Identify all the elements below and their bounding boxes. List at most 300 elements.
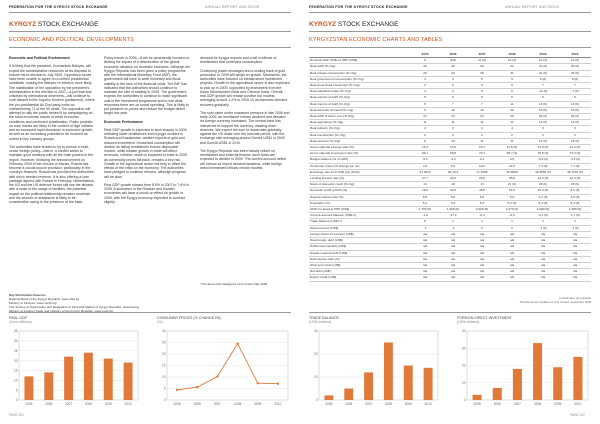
table-cell: n/a [411, 275, 439, 281]
x-tick-label: 2010 [424, 402, 432, 406]
table-cell: 79,1 [467, 151, 497, 157]
data-point [176, 389, 178, 391]
y-tick-label: 30 [461, 346, 466, 351]
header-rule [9, 12, 291, 13]
table-cell: -17,9 [439, 213, 467, 219]
table-cell: 6 [497, 83, 527, 89]
y-tick-label: 15 [161, 363, 166, 368]
table-cell: n/a [439, 238, 467, 244]
table-cell: -6,6 (6) [527, 157, 559, 163]
table-cell: n/a [497, 238, 527, 244]
row-label: Real GDP (% chg) [309, 64, 411, 70]
table-cell: 15,7 [467, 145, 497, 151]
table-cell: 14 (6) [527, 138, 559, 144]
table-cell: 5,6 [439, 163, 467, 169]
table-column-header: 2008 [497, 52, 527, 58]
table-cell: n/a [439, 269, 467, 275]
table-cell: -0,6 [497, 213, 527, 219]
table-cell: 22,4 (6) [559, 176, 591, 182]
table-cell: 31 (6) [527, 64, 559, 70]
table-cell: 13 (6) [559, 58, 591, 64]
x-tick-label: 2007 [213, 402, 221, 406]
table-cell: n/a [467, 250, 497, 256]
right-page [300, 0, 600, 424]
row-label: Real imports of G&S (% chg) [309, 101, 411, 107]
table-cell: 5 [559, 95, 591, 101]
table-cell: 43,3550 (6) [527, 169, 559, 175]
table-cell: n/a [411, 262, 439, 268]
row-label: Real industrial output (% chg) [309, 89, 411, 95]
table-cell: 23,2 [439, 176, 467, 182]
page-number: PAGE 102 [570, 413, 585, 417]
row-label: Short-term debt (US$) [309, 262, 411, 268]
table-column-header: 2006 [439, 52, 467, 58]
table-cell: 45,6 [467, 188, 497, 194]
table-cell: 8,1 (6) [559, 188, 591, 194]
table-cell: 7 [527, 83, 559, 89]
column-paragraph: Policy trends in 2009—It will be persistently focused on limiting the impact of a deterioration of the global economic situation on domestic economic. Although the Kyrgyz Republic has been given a policy programme with the International Monetary Fund (IMF), the government will have to seek monetary and fiscal stability in the face of the financial crisis. The IMF has indicated that the authorities should continue to maintain the rate of stability in 2009. The government expects the authorities to continue to make significant cuts in the investment programme and to use what resources there are on social spending. This is likely to put pressure on prices and reduce the budget deficit target this year. [104, 56, 191, 116]
table-cell: n/a [467, 231, 497, 237]
brand-stock-exchange: STOCK EXCHANGE [37, 21, 99, 28]
table-cell: 1 [467, 219, 497, 225]
table-cell: 4,1 (6) [527, 194, 559, 200]
table-cell: 12 (6) [527, 120, 559, 126]
section-rule [309, 47, 591, 48]
row-label: Real domestic demand (% chg) [309, 107, 411, 113]
brand-kyrgyz: KYRGYZ [309, 21, 337, 28]
text-column-2 [104, 56, 191, 288]
bar [24, 376, 33, 400]
table-cell: n/a [411, 256, 439, 262]
table-cell: -4,3 (6) [559, 157, 591, 163]
table-row [309, 169, 591, 175]
table-cell: n/a [527, 256, 559, 262]
bar [64, 357, 73, 400]
bar [364, 372, 373, 400]
table-cell: 5 [411, 101, 439, 107]
chart4-subtitle: (US$ millions) [457, 320, 480, 325]
table-cell: n/a [467, 269, 497, 275]
page-number: PAGE 101 [9, 413, 24, 417]
row-label: Total reserves (US$) [309, 225, 411, 231]
key-info-line[interactable]: National Bank of the Kyrgyz Republic: www.nbkr.kg [9, 297, 80, 301]
chart3-title-block [309, 316, 339, 325]
table-cell: n/a [497, 262, 527, 268]
table-cell: 5 [411, 107, 439, 113]
table-cell: 2 [411, 83, 439, 89]
y-tick-label: 10 [161, 375, 166, 380]
table-cell: 21,4 (6) [559, 145, 591, 151]
table-cell: n/a [527, 250, 559, 256]
table-cell: n/a [439, 250, 467, 256]
table-cell: 13,6 [439, 145, 467, 151]
table-cell: 5,2 [467, 200, 497, 206]
table-cell: n/a [527, 238, 559, 244]
x-tick-label: 2008 [534, 402, 542, 406]
table-cell: n/a [439, 275, 467, 281]
column-paragraph: Real GDP growth is expected to slow sharply in 2009, reflecting lower remittances from Kyrgyz workers in Russia and Kazakhstan, weaker exports of gold and reduced investment. Household consumption will decline as falling remittances reduce disposable income, while weaker growth in trade will affect revenues. Inflation, which is expected to ease in 2009 as commodity prices fall back, remains a key risk. Growth in the agricultural sector will help to offset the effects of the crisis on the economy. The authorities have pledged to continue reforms, although progress will be slow. [104, 127, 188, 179]
table-cell: 11 [439, 120, 467, 126]
table-cell: 31 (6) [527, 70, 559, 76]
table-cell: -5,2 [411, 157, 439, 163]
column-heading: Economic Performance [104, 119, 144, 124]
table-cell: n/a [527, 275, 559, 281]
table-cell: -4,2 [439, 157, 467, 163]
table-cell: 20 [467, 114, 497, 120]
table-cell: 2 [411, 132, 439, 138]
table-cell: 6 (6) [527, 76, 559, 82]
row-label: Private external debt (US$) [309, 250, 411, 256]
table-cell: 12 (4) [497, 58, 527, 64]
row-label: Real gross fixed investment (% chg) [309, 83, 411, 89]
table-cell: n/a [411, 269, 439, 275]
x-tick-label: 2010 [124, 402, 132, 406]
y-tick-label: 30 [161, 329, 166, 334]
table-cell: 37,3165 [467, 169, 497, 175]
table-cell: n/a [559, 244, 591, 250]
running-header-left: FEDERATION FOR THE KYRGYZ STOCK EXCHANGE [9, 5, 108, 9]
row-label: Real GDP at factor cost (% chg) [309, 114, 411, 120]
table-cell: 13 [467, 182, 497, 188]
table-cell: -1 [411, 225, 439, 231]
table-cell: 11 [497, 101, 527, 107]
table-cell: 27,7 [411, 176, 439, 182]
row-label: Gross national savings ratio (%) [309, 145, 411, 151]
table-cell: 23,2 (6) [527, 176, 559, 182]
x-tick-label: 2009 [104, 402, 112, 406]
x-tick-label: 2010 [574, 402, 582, 406]
row-label: GDP per head at PPP (US$) [309, 207, 411, 213]
brand-rule [309, 31, 591, 32]
y-tick-label: 10 [13, 378, 18, 383]
x-tick-label: 2006 [493, 402, 501, 406]
table-cell: n/a [467, 275, 497, 281]
running-header-right: ANNUAL REPORT AND BOOK [205, 5, 260, 9]
table-cell: n/a [467, 256, 497, 262]
x-tick-label: 2008 [234, 402, 242, 406]
y-tick-label: 0 [463, 398, 466, 403]
x-tick-label: 2007 [513, 402, 521, 406]
row-label: Real construction (% chg) [309, 132, 411, 138]
y-tick-label: 25 [161, 340, 166, 345]
economic-indicators-table [309, 52, 591, 282]
table-cell: 20 [411, 70, 439, 76]
x-tick-label: 2006 [45, 402, 53, 406]
table-cell: 25,6 [467, 176, 497, 182]
table-cell: n/a [439, 231, 467, 237]
x-tick-label: 2005 [325, 402, 333, 406]
key-info-title: Key Information Sources [9, 293, 46, 297]
table-cell: 1 [527, 219, 559, 225]
row-label: Stock of domestic credit (% chg) [309, 182, 411, 188]
table-cell: 0,5 [497, 157, 527, 163]
y-tick-label: 30 [13, 339, 18, 344]
table-cell: 7 [467, 101, 497, 107]
table-cell: -1,0 [411, 213, 439, 219]
table-cell: 24 [439, 114, 467, 120]
key-info-line[interactable]: Ministry of Finance: www.minfin.kg [9, 301, 57, 305]
table-cell: 73,3 (6) [559, 151, 591, 157]
row-label: Consumer prices (% change pa; av) [309, 163, 411, 169]
table-cell: 2 [439, 132, 467, 138]
table-cell: 11 [497, 138, 527, 144]
table-cell: n/a [527, 262, 559, 268]
y-tick-label: 15 [13, 368, 18, 373]
table-cell: 29 (6) [559, 114, 591, 120]
table-cell: n/a [439, 244, 467, 250]
bar [533, 343, 542, 400]
key-info-block [9, 293, 289, 313]
trade-balance-chart [309, 328, 441, 408]
table-cell: 7,3 (6) [527, 163, 559, 169]
real-gdp-chart [9, 328, 141, 408]
section-title: KYRGYZSTAN ECONOMIC CHARTS AND TABLES [309, 37, 443, 43]
table-cell: 69,8 [439, 151, 467, 157]
table-cell: 69,1 [411, 151, 439, 157]
table-cell: n/a [497, 269, 527, 275]
table-cell: n/a [497, 244, 527, 250]
table-cell: 4 [411, 76, 439, 82]
table-cell: 5 [411, 95, 439, 101]
bar [124, 363, 133, 400]
table-cell: 20 [439, 64, 467, 70]
table-cell: -3,1 (6) [527, 213, 559, 219]
table-cell: 10 (6) [527, 107, 559, 113]
row-label: Public external debt (US$) [309, 244, 411, 250]
plot-area [319, 331, 438, 400]
bar [473, 395, 482, 400]
table-cell: n/a [559, 238, 591, 244]
table-cell: 11 [411, 120, 439, 126]
y-tick-label: 20 [461, 363, 466, 368]
table-cell: 23,0 (6) [527, 188, 559, 194]
table-cell: 6 [497, 95, 527, 101]
y-tick-label: 20 [313, 352, 318, 357]
table-cell: 5 [467, 76, 497, 82]
table-cell: 33 (6) [559, 64, 591, 70]
row-label: Lending interest rate (%) [309, 176, 411, 182]
x-tick-label: 2008 [384, 402, 392, 406]
table-cell: 24,5 [497, 163, 527, 169]
bar [44, 372, 53, 400]
table-cell: n/a [467, 262, 497, 268]
data-point [196, 386, 198, 388]
y-tick-label: 10 [461, 380, 466, 385]
row-label: Total foreign debt (US$) [309, 238, 411, 244]
table-cell: 14,3 [411, 145, 439, 151]
column-paragraph: Real GDP growth slowed from 8.5% in 2007 to 7.6% in 2008. A slowdown in the Russian and Kazakh economies will have a knock-on effect on growth in 2009, with the Kyrgyz economy expected to contract slightly. [104, 182, 189, 204]
row-label: Nominal GDP (US$ m) PPP (US$) [309, 58, 411, 64]
table-cell: 68,7 (6) [497, 151, 527, 157]
chart4-title: FOREIGN DIRECT INVESTMENT [457, 316, 512, 320]
table-column-header: 2009 [527, 52, 559, 58]
y-tick-label: 5 [163, 386, 166, 391]
chart1-title: REAL GDP [9, 316, 28, 320]
table-cell: n/a [527, 244, 559, 250]
table-cell: 5,2 (6) [497, 200, 527, 206]
row-label: Real industry (% chg) [309, 126, 411, 132]
table-cell: 6 [467, 89, 497, 95]
y-tick-label: 35 [13, 329, 18, 334]
table-cell: 4 [467, 126, 497, 132]
chart2-subtitle: (%) [157, 320, 163, 325]
table-cell: 5,3 (6) [527, 200, 559, 206]
chart3-title: TRADE BALANCE [309, 316, 339, 320]
table-cell: 31 [497, 70, 527, 76]
table-cell: n/a [527, 269, 559, 275]
key-info-line[interactable]: The Service of Supervision and Regulation of Financial Market of Kyrgyz Republic: www.fsa.kg [9, 305, 139, 309]
table-cell: 3 [439, 126, 467, 132]
table-cell: 13 (6) [527, 101, 559, 107]
row-label: Gross national investment ratio (%) [309, 151, 411, 157]
x-tick-label: 2007 [365, 402, 373, 406]
table-cell: 29,9 [439, 188, 467, 194]
table-cell: 2,270 (6) [497, 207, 527, 213]
table-cell: 7 [559, 83, 591, 89]
table-cell: n/a [497, 231, 527, 237]
table-cell: n/a [497, 250, 527, 256]
table-cell: 5 [439, 95, 467, 101]
column-heading: Economic and Political Environment [9, 56, 70, 60]
bar [513, 369, 522, 400]
brand-rule [9, 31, 291, 32]
bar [84, 353, 93, 400]
table-cell: 6 [497, 89, 527, 95]
table-cell: 5,6 [439, 194, 467, 200]
table-cell: 13 [411, 182, 439, 188]
row-label: Real agriculture (% chg) [309, 120, 411, 126]
table-cell: 12 (6) [559, 120, 591, 126]
table-cell: 5,6 [467, 194, 497, 200]
table-cell: 2 [497, 132, 527, 138]
column-paragraph: The Kyrgyz Republic has been heavily reliant on remittances and external finance; such flows are expected to decline in 2009. The current-account deficit will narrow as import demand weakens, while foreign direct investment inflows remain modest. [200, 148, 286, 170]
table-cell: 28 [497, 114, 527, 120]
bar [553, 367, 562, 400]
table-cell: 4,4 [411, 163, 439, 169]
brand-kyrgyz: KYRGYZ [9, 21, 37, 28]
data-point [216, 375, 218, 377]
table-cell: 18 [439, 182, 467, 188]
column-paragraph: Continuing power shortages and a scaling back of gold production in 2009 will weigh on growth. Meanwhile, the authorities have focused on infrastructure investment projects. Growth in the agricultural sector is also expected to pick up in 2009, supported by investment from the Asian Development Bank and Chinese loans. Overall, real GDP growth will remain positive but modest, averaging around 1-2% in 2009-10 as domestic demand recovers gradually. [200, 68, 290, 107]
table-cell: n/a [559, 262, 591, 268]
y-tick-label: 5 [15, 388, 18, 393]
table-cell: n/a [559, 269, 591, 275]
table-cell: 2,000 (6) [467, 207, 497, 213]
data-point [236, 342, 238, 344]
table-cell: 11 [467, 120, 497, 126]
table-cell: n/a [439, 262, 467, 268]
row-label: Real exports of G&S (% chg) [309, 95, 411, 101]
table-column-header: 2010 [559, 52, 591, 58]
chart1-title-block [9, 316, 32, 325]
table-cell: 5 [497, 76, 527, 82]
table-cell: 9 [411, 58, 439, 64]
table-cell: -1,7 (6) [559, 213, 591, 219]
row-label: Debt service ratio (%) [309, 256, 411, 262]
table-cell: 31 [497, 64, 527, 70]
table-cell: 2,280 (6) [527, 207, 559, 213]
table-cell: n/a [411, 244, 439, 250]
table-row [309, 275, 591, 281]
header-rule [309, 12, 591, 13]
y-tick-label: 0 [15, 398, 18, 403]
table-cell: 6 [527, 95, 559, 101]
x-tick-label: 2009 [554, 402, 562, 406]
table-cell: 4 [411, 89, 439, 95]
table-cell: 78,8 (6) [527, 151, 559, 157]
table-cell: 3 [559, 126, 591, 132]
table-cell: 4 [439, 89, 467, 95]
x-tick-label: 2006 [345, 402, 353, 406]
row-label: Net debt (US$) [309, 269, 411, 275]
y-tick-label: 0 [315, 398, 318, 403]
x-tick-label: 2010 [274, 402, 282, 406]
table-cell: 4 [411, 126, 439, 132]
table-cell: 3 [527, 126, 559, 132]
table-cell: n/a [559, 250, 591, 256]
table-cell: -7 (6) [559, 89, 591, 95]
table-cell: 9 [411, 138, 439, 144]
y-tick-label: 10 [313, 375, 318, 380]
table-cell: 1,700 (6) [411, 207, 439, 213]
table-cell: n/a [559, 256, 591, 262]
table-cell: n/a [559, 275, 591, 281]
x-tick-label: 2009 [404, 402, 412, 406]
charts-rule [309, 312, 591, 313]
table-cell: 4 [497, 126, 527, 132]
table-cell: 11 (6) [467, 58, 497, 64]
table-cell: 29 [467, 70, 497, 76]
table-cell: 46,7674 (6) [559, 169, 591, 175]
table-cell: -0,4 [467, 213, 497, 219]
table-cell: 11 [467, 138, 497, 144]
footnote: * The Economist Intelligence Unit Limited, May 2009 [200, 282, 267, 286]
table-cell: -1 (6) [559, 225, 591, 231]
table-cell: 20 [411, 64, 439, 70]
table-column-header: 2007 [467, 52, 497, 58]
bar [344, 389, 353, 401]
row-label: Real services (% chg) [309, 138, 411, 144]
table-cell: 26 (6) [527, 182, 559, 188]
table-cell: n/a [467, 244, 497, 250]
table-cell: -1 (6) [527, 225, 559, 231]
bar [324, 395, 333, 400]
table-source [450, 297, 591, 304]
bar [404, 366, 413, 401]
table-cell: 24 [411, 114, 439, 120]
chart3-subtitle: (US$ millions) [309, 320, 332, 325]
table-cell: 20 [439, 70, 467, 76]
x-tick-label: 2005 [473, 402, 481, 406]
data-point [257, 382, 259, 384]
x-tick-label: 2005 [173, 402, 181, 406]
table-cell: 40,15,3 [439, 169, 467, 175]
key-info-line[interactable]: Ministry of Foreign Trade and Industry of the Kyrgyz Republic: www.mvtp.kg [9, 309, 113, 313]
fdi-chart [457, 328, 591, 408]
y-tick-label: 40 [461, 329, 466, 334]
column-paragraph: The som came under sustained pressure in late 2008 and early 2009, as remittance inflows declined and demand for foreign currency increased. The central bank has intervened to support the currency, drawing down reserves. We expect the som to depreciate gradually against the US dollar over the forecast period, with the exchange rate averaging around Som44:US$1 in 2009 and Som46:US$1 in 2010. [200, 110, 290, 145]
table-cell: 5,3 (6) [559, 200, 591, 206]
row-label: Current-account balance (US$ m) [309, 213, 411, 219]
table-cell: 29 [467, 64, 497, 70]
y-tick-label: 20 [13, 358, 18, 363]
row-label: Foreign direct investment (US$) [309, 231, 411, 237]
column-paragraph: It is likely that the president, Kurmanbek Bakiyev, will exploit the administrative resources at his disposal to ensure his re-election in July 2009. Opposition forces have been unable to agree on a unified presidential candidate, making the Bakiyev re-election more likely. The stabilisation of the opposition by the president's administration in the election in 2007—a poll that was criticised by international observers—will continue to curb dissent in the Jogorku Kenesh (parliament), where the pro-presidential Ak Zhol party holds an overwhelming 71 of the 90 seats. The opposition will attempt to rally the public behind it by campaigning on the socio-economic issues of weak economic conditions and continued privatisation. Public protests on such issues are likely in the context of high inflation and an increased rapid slowdown in economic growth, as well as an increasing potential to be involved as unrest in key industry groups. [9, 64, 95, 141]
table-cell: n/a [497, 275, 527, 281]
row-label: Exchange rate LCU:US$ (av) (KGS) [309, 169, 411, 175]
table-cell: 10 [497, 107, 527, 113]
table-cell: n/a [439, 256, 467, 262]
